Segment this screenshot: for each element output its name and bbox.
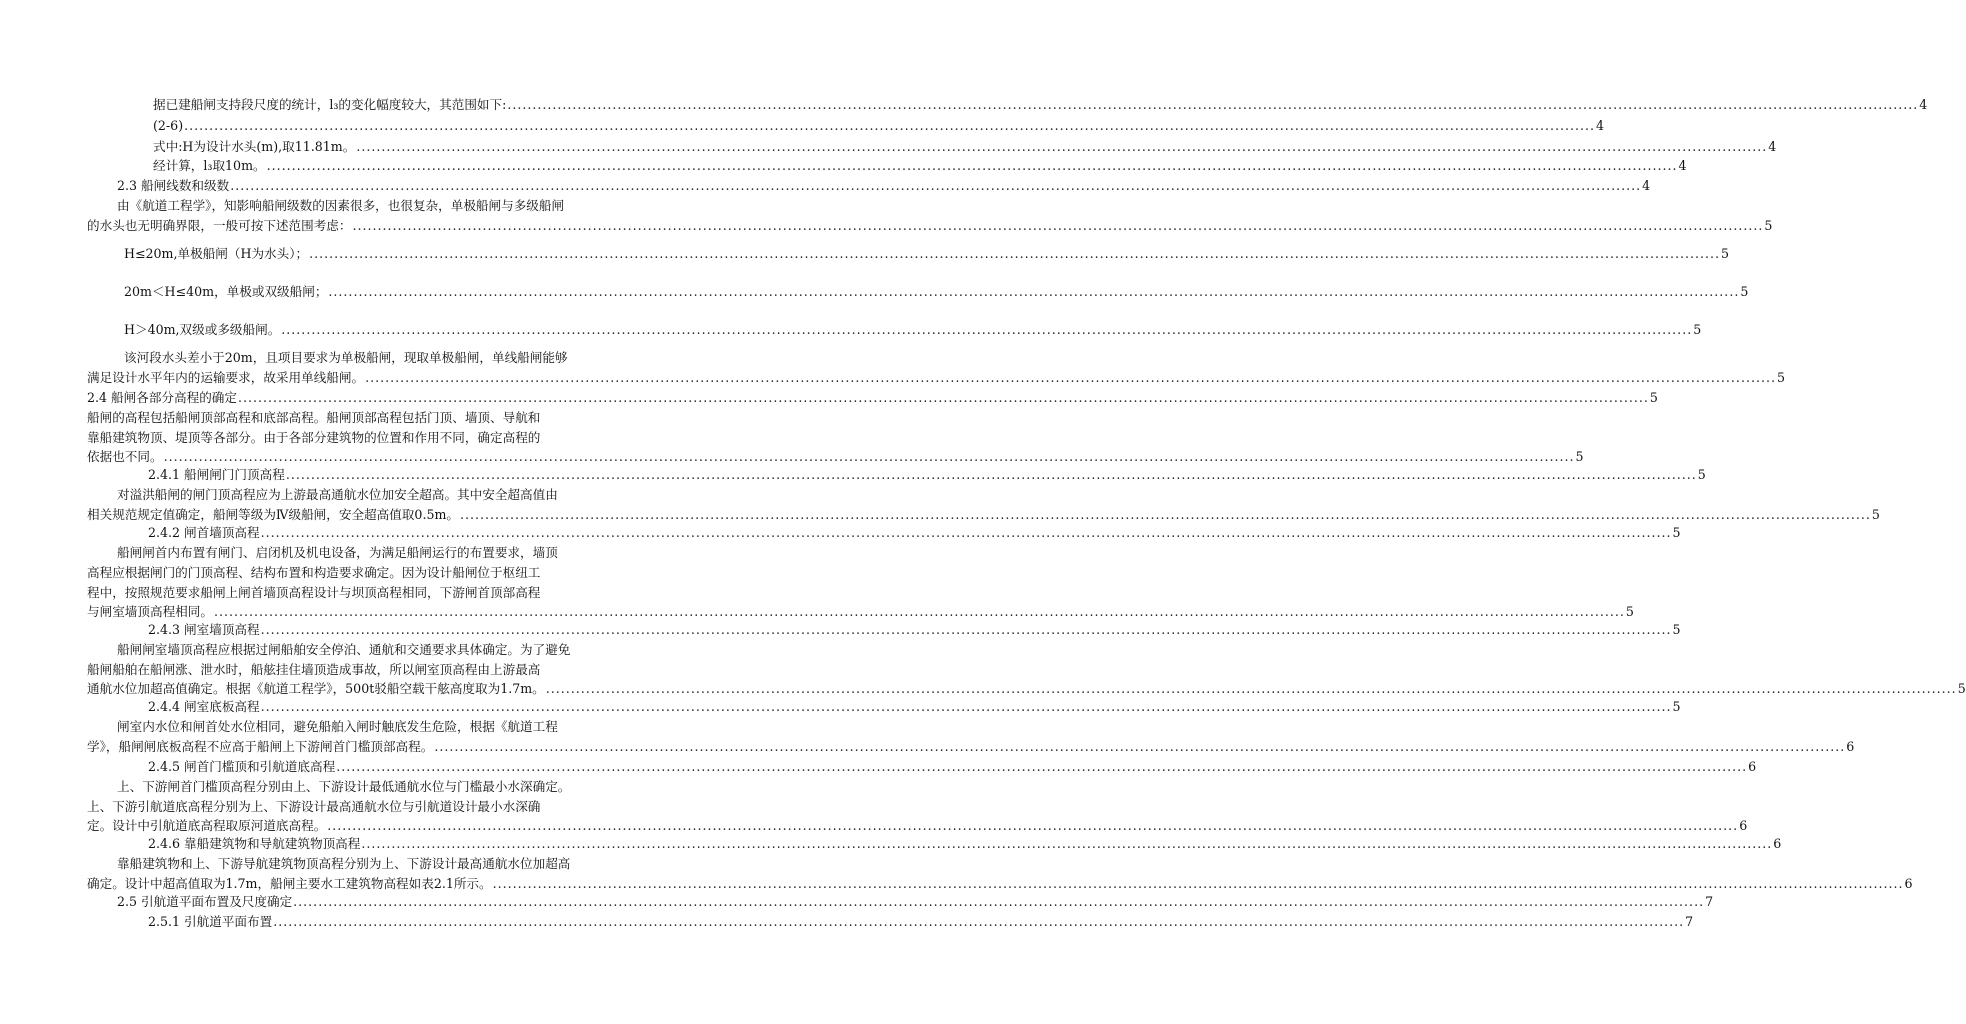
leader-dots [434, 739, 1845, 755]
toc-entry[interactable] [124, 284, 1749, 300]
toc-entry-text: 2.4.4 闸室底板高程 [148, 699, 260, 714]
toc-entry-text: 据已建船闸支持段尺度的统计，l₃的变化幅度较大，其范围如下: [153, 97, 507, 112]
toc-entry[interactable] [148, 759, 1757, 775]
leader-dots [261, 525, 1672, 541]
toc-entry-text-line: 上、下游引航道底高程分别为上、下游设计最高通航水位与引航道设计最小水深确 [87, 799, 541, 814]
leader-dots [164, 449, 1575, 465]
toc-entry[interactable] [87, 218, 1773, 234]
toc-page-number: 4 [1919, 97, 1928, 112]
toc-entry[interactable] [153, 118, 1605, 134]
toc-entry-text: H≤20m,单极船闸（H为水头）； [124, 246, 309, 261]
toc-entry[interactable] [87, 876, 1913, 892]
leader-dots [286, 467, 1697, 483]
toc-page-number: 4 [1768, 139, 1777, 154]
toc-entry-text-line: 对溢洪船闸的闸门顶高程应为上游最高通航水位加安全超高。其中安全超高值由 [117, 487, 558, 502]
toc-page-number: 6 [1739, 818, 1748, 833]
leader-dots [365, 370, 1776, 386]
leader-dots [460, 507, 1871, 523]
toc-entry-text: 的水头也无明确界限，一般可按下述范围考虑： [87, 218, 352, 233]
toc-page-number: 5 [1957, 681, 1966, 696]
toc-page-number: 4 [1642, 178, 1651, 193]
toc-entry-text-line: 上、下游闸首门槛顶高程分别由上、下游设计最低通航水位与门槛最小水深确定。 [117, 779, 571, 794]
toc-entry[interactable] [87, 818, 1748, 834]
toc-entry[interactable] [148, 622, 1681, 638]
toc-entry-text: 定。设计中引航道底高程取原河道底高程。 [87, 818, 327, 833]
leader-dots [230, 178, 1641, 194]
toc-entry-text: 经计算，l₃取10m。 [153, 158, 266, 173]
toc-page-number: 5 [1672, 525, 1681, 540]
toc-entry-text: H＞40m,双级或多级船闸。 [124, 322, 281, 337]
toc-entry-text: 与闸室墙顶高程相同。 [87, 604, 213, 619]
toc-page-number: 5 [1672, 699, 1681, 714]
toc-page-number: 5 [1776, 370, 1785, 385]
leader-dots [327, 818, 1738, 834]
toc-entry[interactable] [124, 246, 1730, 262]
toc-entry[interactable] [87, 390, 1658, 406]
toc-entry-text-line: 由《航道工程学》，知影响船闸级数的因素很多，也很复杂，单极船闸与多级船闸 [117, 198, 565, 213]
toc-entry[interactable] [87, 449, 1584, 465]
toc-entry[interactable] [87, 739, 1855, 755]
toc-page-number: 5 [1575, 449, 1584, 464]
toc-entry-text: 2.5.1 引航道平面布置 [148, 914, 273, 929]
toc-entry[interactable] [87, 604, 1634, 620]
toc-entry-text: 学》，船闸闸底板高程不应高于船闸上下游闸首门槛顶部高程。 [87, 739, 434, 754]
toc-entry-text-line: 船闸的高程包括船闸顶部高程和底部高程。船闸顶部高程包括门顶、墙顶、导航和 [87, 410, 541, 425]
toc-entry-text: 式中:H为设计水头(m),取11.81m。 [153, 139, 356, 154]
toc-page-number: 4 [1678, 158, 1687, 173]
leader-dots [293, 894, 1704, 910]
toc-page-number: 5 [1764, 218, 1773, 233]
toc-entry[interactable] [117, 178, 1651, 194]
toc-entry[interactable] [148, 836, 1782, 852]
leader-dots [361, 836, 1772, 852]
toc-entry[interactable] [148, 525, 1681, 541]
leader-dots [309, 246, 1720, 262]
toc-entry-text-line: 船闸船舶在船闸涨、泄水时，船舷挂住墙顶造成事故，所以闸室顶高程由上游最高 [87, 662, 541, 677]
toc-entry-text: 2.5 引航道平面布置及尺度确定 [117, 894, 293, 909]
toc-page-number: 4 [1596, 118, 1605, 133]
toc-entry[interactable] [87, 370, 1785, 386]
toc-page-number: 7 [1705, 894, 1714, 909]
toc-entry[interactable] [148, 699, 1681, 715]
leader-dots [261, 699, 1672, 715]
leader-dots [261, 622, 1672, 638]
toc-entry[interactable] [87, 507, 1880, 523]
toc-entry[interactable] [124, 322, 1702, 338]
leader-dots [267, 158, 1678, 174]
leader-dots [356, 139, 1767, 155]
toc-entry-text-line: 靠船建筑物和上、下游导航建筑物顶高程分别为上、下游设计最高通航水位加超高 [117, 856, 571, 871]
toc-entry-text-line: 该河段水头差小于20m，且项目要求为单极船闸，现取单极船闸，单线船闸能够 [124, 350, 568, 365]
toc-entry-text: 2.4.2 闸首墙顶高程 [148, 525, 260, 540]
toc-entry-text-line: 船闸闸室墙顶高程应根据过闸船舶安全停泊、通航和交通要求具体确定。为了避免 [117, 642, 571, 657]
toc-page-number: 5 [1697, 467, 1706, 482]
toc-page-number: 5 [1740, 284, 1749, 299]
leader-dots [238, 390, 1649, 406]
toc-entry-text-line: 闸室内水位和闸首处水位相同，避免船舶入闸时触底发生危险，根据《航道工程 [117, 719, 558, 734]
leader-dots [214, 604, 1625, 620]
toc-entry-text: 2.4.5 闸首门槛顶和引航道底高程 [148, 759, 336, 774]
toc-entry[interactable] [153, 139, 1777, 155]
toc-page-number: 5 [1693, 322, 1702, 337]
toc-entry-text-line: 程中，按照规范要求船闸上闸首墙顶高程设计与坝顶高程相同，下游闸首顶部高程 [87, 585, 541, 600]
leader-dots [352, 218, 1763, 234]
toc-page-number: 6 [1773, 836, 1782, 851]
leader-dots [336, 759, 1747, 775]
leader-dots [328, 284, 1739, 300]
toc-page-number: 6 [1904, 876, 1913, 891]
toc-entry-text-line: 高程应根据闸门的门顶高程、结构布置和构造要求确定。因为设计船闸位于枢纽工 [87, 565, 541, 580]
toc-entry-text: 2.4.1 船闸闸门门顶高程 [148, 467, 285, 482]
leader-dots [273, 914, 1684, 930]
toc-entry-text: 2.4.3 闸室墙顶高程 [148, 622, 260, 637]
toc-entry-text-line: 船闸闸首内布置有闸门、启闭机及机电设备，为满足船闸运行的布置要求，墙顶 [117, 545, 558, 560]
toc-entry[interactable] [153, 97, 1928, 113]
leader-dots [546, 681, 1957, 697]
toc-entry[interactable] [148, 467, 1706, 483]
toc-entry-text: 依据也不同。 [87, 449, 163, 464]
toc-entry-text: (2-6) [153, 118, 184, 133]
toc-entry-text-line: 靠船建筑物顶、堤顶等各部分。由于各部分建筑物的位置和作用不同，确定高程的 [87, 430, 541, 445]
toc-entry-text: 2.4.6 靠船建筑物和导航建筑物顶高程 [148, 836, 361, 851]
toc-entry-text: 相关规范规定值确定，船闸等级为Ⅳ级船闸，安全超高值取0.5m。 [87, 507, 459, 522]
toc-page-number: 5 [1721, 246, 1730, 261]
toc-entry-text: 通航水位加超高值确定。根据《航道工程学》，500t驳船空载干舷高度取为1.7m。 [87, 681, 545, 696]
leader-dots [507, 97, 1918, 113]
toc-entry-text: 2.4 船闸各部分高程的确定 [87, 390, 237, 405]
toc-page-number: 5 [1672, 622, 1681, 637]
toc-page-number: 5 [1649, 390, 1658, 405]
toc-entry[interactable] [153, 158, 1687, 174]
toc-page-number: 5 [1625, 604, 1634, 619]
toc-entry-text: 2.3 船闸线数和级数 [117, 178, 230, 193]
toc-page-number: 6 [1748, 759, 1757, 774]
toc-page-number: 7 [1685, 914, 1694, 929]
toc-entry-text: 20m＜H≤40m，单极或双级船闸； [124, 284, 328, 299]
toc-entry-text: 确定。设计中超高值取为1.7m，船闸主要水工建筑物高程如表2.1所示。 [87, 876, 492, 891]
leader-dots [493, 876, 1904, 892]
toc-page-number: 6 [1846, 739, 1855, 754]
leader-dots [281, 322, 1692, 338]
leader-dots [184, 118, 1595, 134]
toc-entry[interactable] [117, 894, 1714, 910]
toc-entry[interactable] [148, 914, 1694, 930]
toc-entry[interactable] [87, 681, 1966, 697]
toc-entry-text: 满足设计水平年内的运输要求，故采用单线船闸。 [87, 370, 365, 385]
toc-page-number: 5 [1871, 507, 1880, 522]
